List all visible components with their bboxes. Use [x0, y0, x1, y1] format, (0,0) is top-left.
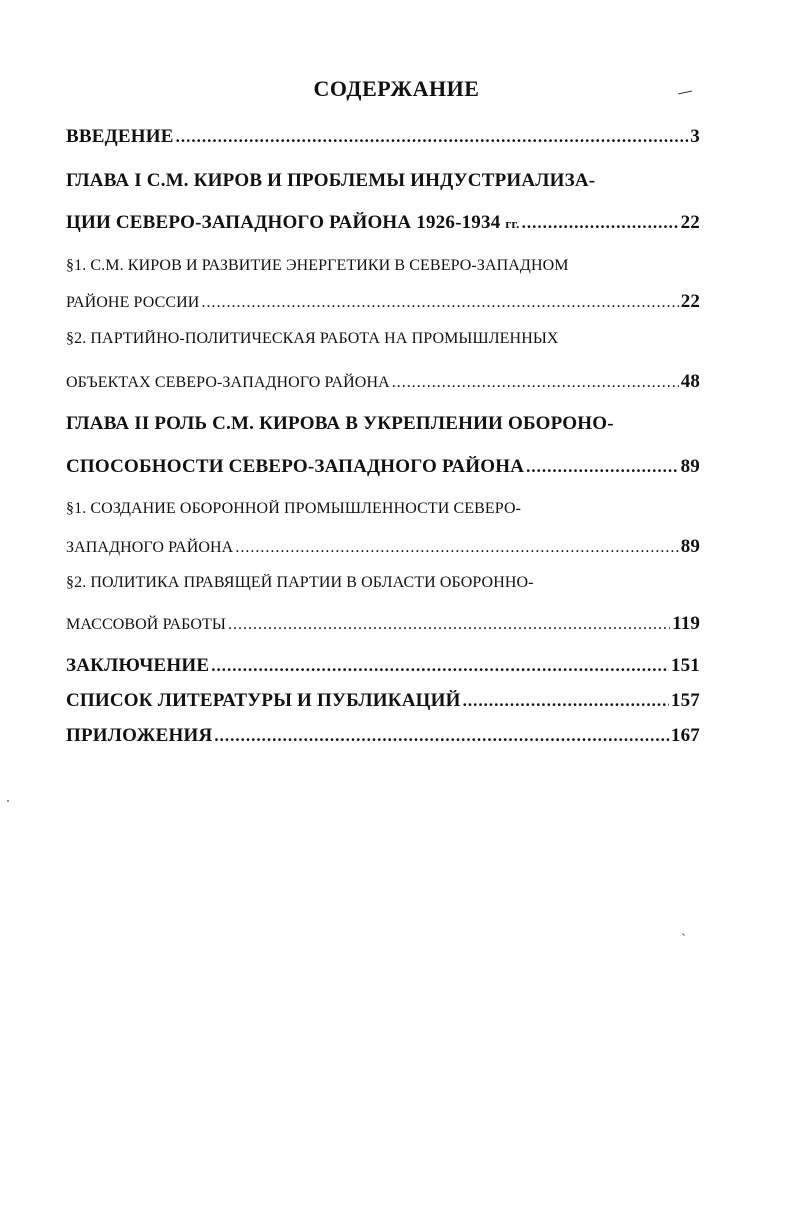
toc-entry-text: ГЛАВА I С.М. КИРОВ И ПРОБЛЕМЫ ИНДУСТРИАЛИЗА- — [66, 170, 596, 191]
dot-leader — [235, 539, 678, 557]
dot-leader — [176, 127, 689, 147]
toc-page-number: 22 — [680, 212, 700, 233]
toc-entry-section-1-2-line-1 — [66, 330, 700, 348]
toc-entry-chapter-2-line-1 — [66, 413, 700, 435]
toc-entry-section-1-1-line-1 — [66, 257, 700, 275]
toc-page-number: 89 — [680, 456, 700, 477]
scan-speck — [682, 933, 685, 936]
toc-entry-text: ГЛАВА II РОЛЬ С.М. КИРОВА В УКРЕПЛЕНИИ ОБОРОНО- — [66, 413, 614, 434]
toc-entry-text: РАЙОНЕ РОССИИ — [66, 294, 200, 311]
dot-leader — [522, 213, 679, 233]
toc-entry-section-2-1-line-2 — [66, 536, 700, 558]
toc-entry-text — [66, 212, 520, 234]
page-title: СОДЕРЖАНИЕ — [313, 76, 480, 101]
dot-leader — [201, 294, 678, 312]
dot-leader — [392, 374, 679, 392]
toc-entry-suffix: гг. — [505, 216, 520, 231]
dot-leader — [214, 726, 669, 746]
toc-page-number: 48 — [680, 371, 700, 392]
toc-page-number: 89 — [680, 536, 700, 557]
toc-entry-text: СПИСОК ЛИТЕРАТУРЫ И ПУБЛИКАЦИЙ — [66, 690, 461, 711]
toc-page-number: 119 — [672, 613, 700, 634]
toc-entry-text: ЗАПАДНОГО РАЙОНА — [66, 539, 234, 556]
toc-page-number: 167 — [670, 725, 700, 746]
toc-entry-section-2-2-line-2 — [66, 613, 700, 635]
toc-entry-text: ПРИЛОЖЕНИЯ — [66, 725, 213, 746]
dot-leader — [463, 691, 669, 711]
toc-entry-chapter-1-line-1 — [66, 170, 700, 192]
toc-entry-text-main: ЦИИ СЕВЕРО-ЗАПАДНОГО РАЙОНА 1926-1934 — [66, 212, 506, 233]
toc-entry-text: §1. С.М. КИРОВ И РАЗВИТИЕ ЭНЕРГЕТИКИ В СЕВЕРО-ЗАПАДНОМ — [66, 257, 569, 274]
toc-page-number: 3 — [690, 126, 700, 147]
toc-entry-text: ОБЪЕКТАХ СЕВЕРО-ЗАПАДНОГО РАЙОНА — [66, 374, 390, 391]
toc-page-number: 22 — [680, 291, 700, 312]
toc-entry-text: ВВЕДЕНИЕ — [66, 126, 174, 147]
toc-entry-text: СПОСОБНОСТИ СЕВЕРО-ЗАПАДНОГО РАЙОНА — [66, 456, 525, 477]
toc-entry-section-1-1-line-2 — [66, 291, 700, 313]
toc-entry-text: ЗАКЛЮЧЕНИЕ — [66, 655, 210, 676]
toc-page-number: 151 — [670, 655, 700, 676]
toc-entry-text: МАССОВОЙ РАБОТЫ — [66, 616, 226, 633]
toc-entry-text: §2. ПОЛИТИКА ПРАВЯЩЕЙ ПАРТИИ В ОБЛАСТИ ОБОРОННО- — [66, 574, 534, 591]
toc-entry-chapter-1-line-2 — [66, 212, 700, 234]
toc-entry-bibliography — [66, 690, 700, 712]
dot-leader — [526, 457, 678, 477]
scan-speck — [7, 800, 9, 802]
dot-leader — [228, 616, 670, 634]
toc-entry-chapter-2-line-2 — [66, 456, 700, 478]
toc-entry-conclusion — [66, 655, 700, 677]
toc-entry-section-1-2-line-2 — [66, 371, 700, 393]
toc-entry-text: §2. ПАРТИЙНО-ПОЛИТИЧЕСКАЯ РАБОТА НА ПРОМЫШЛЕННЫХ — [66, 330, 559, 347]
toc-page-number: 157 — [670, 690, 700, 711]
toc-entry-appendices — [66, 725, 700, 747]
toc-entry-text: §1. СОЗДАНИЕ ОБОРОННОЙ ПРОМЫШЛЕННОСТИ СЕВЕРО- — [66, 500, 522, 517]
dot-leader — [211, 656, 669, 676]
toc-entry-introduction — [66, 126, 700, 148]
toc-entry-section-2-1-line-1 — [66, 500, 700, 518]
toc-entry-section-2-2-line-1 — [66, 574, 700, 592]
